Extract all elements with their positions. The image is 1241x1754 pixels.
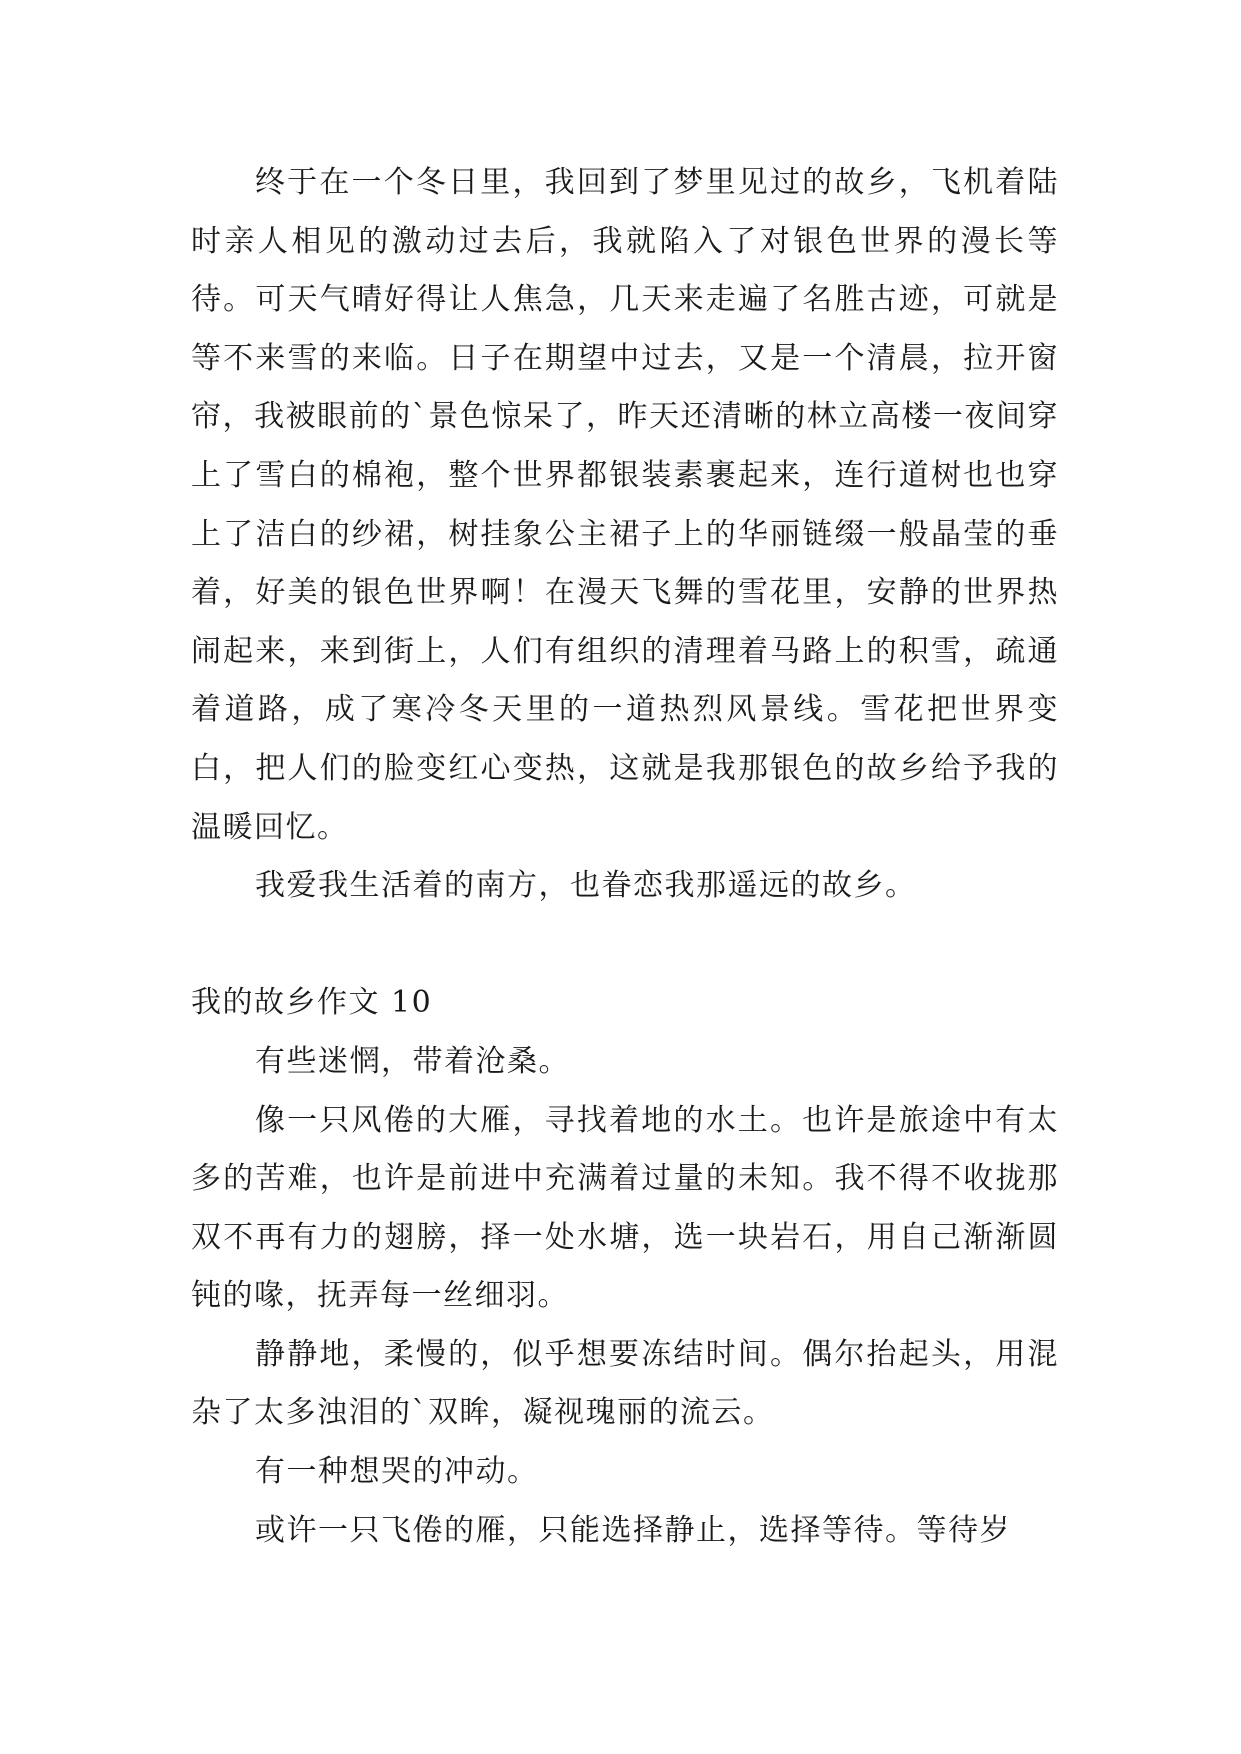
paragraph-snow-memory: 终于在一个冬日里，我回到了梦里见过的故乡，飞机着陆时亲人相见的激动过去后，我就陷入了对银色世界的漫长等待。可天气晴好得让人焦急，几天来走遍了名胜古迹，可就是等不来雪的来临。日子在期望中过去，又是一个清晨，拉开窗帘，我被眼前的`景色惊呆了，昨天还清晰的林立高楼一夜间穿上了雪白的棉袍，整个世界都银装素裹起来，连行道树也也穿上了洁白的纱裙，树挂象公主裙子上的华丽链缀一般晶莹的垂着，好美的银色世界啊！在漫天飞舞的雪花里，安静的世界热闹起来，来到街上，人们有组织的清理着马路上的积雪，疏通着道路，成了寒冷冬天里的一道热烈风景线。雪花把世界变白，把人们的脸变红心变热，这就是我那银色的故乡给予我的温暖回忆。 [191,165,1059,845]
document-body [191,154,1059,1560]
paragraph-tired-goose: 像一只风倦的大雁，寻找着地的水土。也许是旅途中有太多的苦难，也许是前进中充满着过量的未知。我不得不收拢那双不再有力的翅膀，择一处水塘，选一块岩石，用自己渐渐圆钝的喙，抚弄每一丝细羽。 [191,1102,1059,1314]
paragraph-want-to-cry: 有一种想哭的冲动。 [255,1454,539,1490]
blank-line [191,916,1059,975]
paragraph-confused: 有些迷惘，带着沧桑。 [255,1043,570,1079]
paragraph-quietly: 静静地，柔慢的，似乎想要冻结时间。偶尔抬起头，用混杂了太多浊泪的`双眸，凝视瑰丽的流云。 [191,1336,1059,1431]
section-title: 我的故乡作文 10 [191,985,433,1021]
paragraph-love-south: 我爱我生活着的南方，也眷恋我那遥远的故乡。 [255,868,917,904]
paragraph-waiting: 或许一只飞倦的雁，只能选择静止，选择等待。等待岁 [255,1512,1011,1548]
